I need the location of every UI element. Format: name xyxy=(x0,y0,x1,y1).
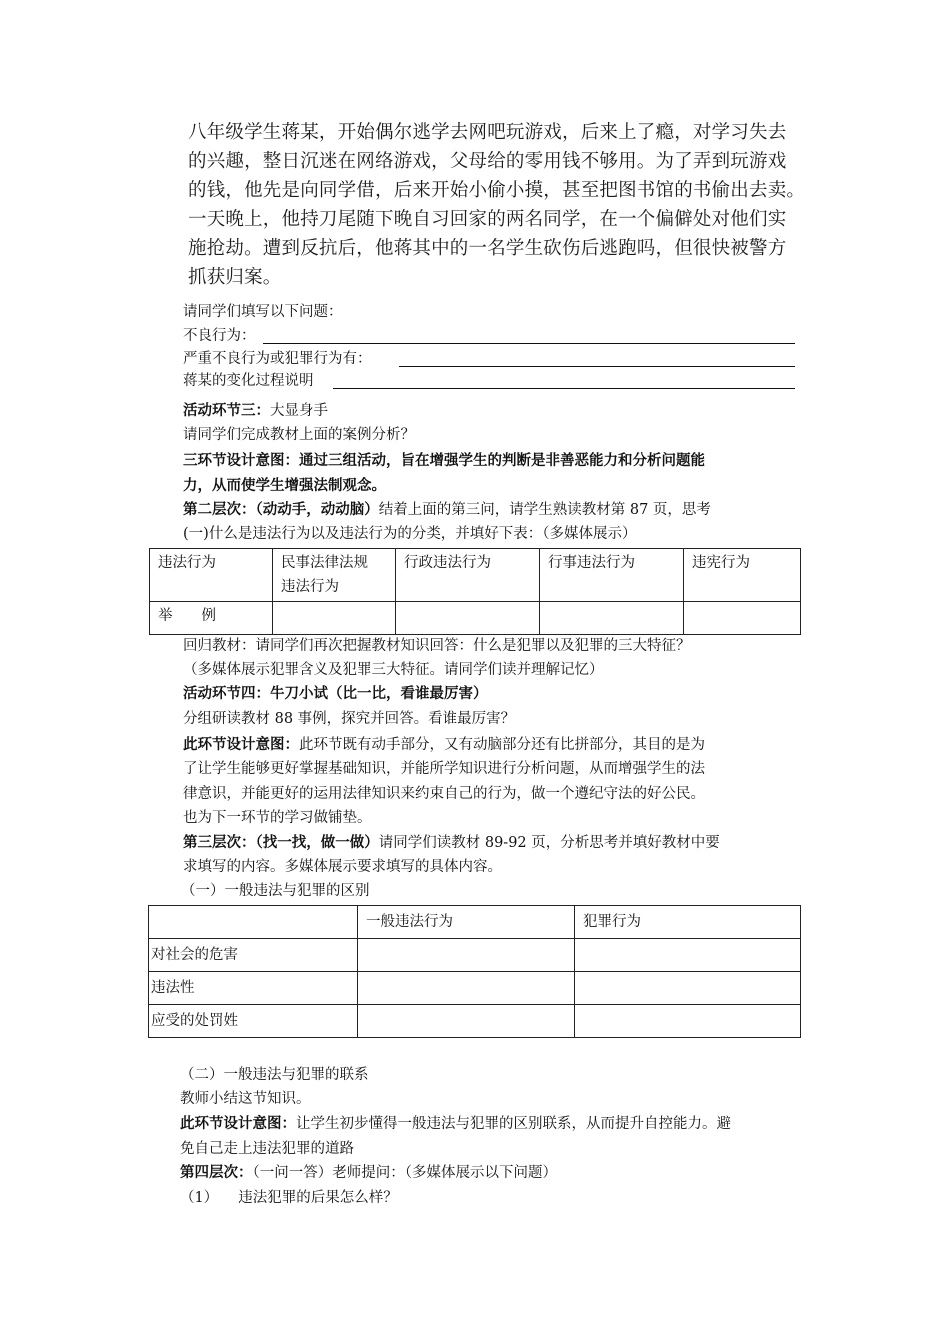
violation-types-table xyxy=(149,548,801,635)
activity3-line xyxy=(183,401,328,421)
activity3-intent: 三环节设计意图：通过三组活动，旨在增强学生的判断是非善恶能力和分析问题能 xyxy=(183,452,705,469)
question-serious-behavior xyxy=(183,349,803,369)
level2-line xyxy=(183,500,711,520)
question-label: 严重不良行为或犯罪行为有： xyxy=(183,351,372,367)
activity3-instruction: 请同学们完成教材上面的案例分析？ xyxy=(183,427,415,443)
teacher-summary: 教师小结这节知识。 xyxy=(180,1091,311,1107)
level3-heading: 第三层次：（找一找，做一做） xyxy=(183,834,379,851)
level4-heading: 第四层次： xyxy=(180,1164,253,1181)
activity4-intent xyxy=(183,735,705,755)
table-header-cell: 行政违法行为 xyxy=(396,549,540,602)
question-label: 不良行为： xyxy=(183,328,256,344)
intent-label: 此环节设计意图： xyxy=(180,1115,296,1132)
case-story xyxy=(188,118,808,292)
level4-question xyxy=(180,1188,398,1208)
header-line: 民事法律法规 xyxy=(281,555,368,571)
level2-sub: (一)什么是违法行为以及违法行为的分类，并填好下表：（多媒体展示） xyxy=(183,526,637,542)
table-header-cell: 违宪行为 xyxy=(684,549,801,602)
tail-sub2: （二）一般违法与犯罪的联系 xyxy=(180,1067,369,1083)
level3-text-cont: 求填写的内容。多媒体展示要求填写的具体内容。 xyxy=(183,859,502,875)
row-label: 举 例 xyxy=(150,602,273,635)
violation-crime-table xyxy=(148,905,801,1038)
question-bad-behavior xyxy=(183,326,803,346)
row-label: 违法性 xyxy=(149,972,358,1005)
table-header-cell: 一般违法行为 xyxy=(358,906,575,939)
question-text: 违法犯罪的后果怎么样？ xyxy=(238,1190,398,1206)
question-number: （1） xyxy=(180,1190,219,1206)
review-line: （多媒体展示犯罪含义及犯罪三大特征。请同学们读并理解记忆） xyxy=(183,662,604,678)
level3-line xyxy=(183,833,720,853)
activity3-heading: 活动环节三： xyxy=(183,402,270,419)
table-row xyxy=(150,602,801,635)
level3-sub1: （一）一般违法与犯罪的区别 xyxy=(181,883,370,899)
row-label: 对社会的危害 xyxy=(149,939,358,972)
table-cell[interactable] xyxy=(358,939,575,972)
table-row xyxy=(150,549,801,602)
intent-text: 此环节既有动手部分，又有动脑部分还有比拼部分，其目的是为 xyxy=(299,737,705,753)
table-cell[interactable] xyxy=(396,602,540,635)
intent-text: 让学生初步懂得一般违法与犯罪的区别联系，从而提升自控能力。避 xyxy=(296,1116,731,1132)
answer-blank[interactable] xyxy=(333,388,795,389)
table-row xyxy=(149,939,801,972)
activity4-intent-cont: 了让学生能够更好掌握基础知识，并能所学知识进行分析问题，从而增强学生的法 xyxy=(183,761,705,777)
case-line: 抓获归案。 xyxy=(188,267,282,288)
table-cell[interactable] xyxy=(540,602,684,635)
activity4-instruction: 分组研读教材 88 事例，探究并回答。看谁最厉害？ xyxy=(183,711,516,727)
activity4-heading: 活动环节四：牛刀小试（比一比，看谁最厉害） xyxy=(183,685,488,702)
table-row xyxy=(149,906,801,939)
table-row xyxy=(149,972,801,1005)
table-cell[interactable] xyxy=(358,1005,575,1038)
case-line: 一天晚上，他持刀尾随下晚自习回家的两名同学，在一个偏僻处对他们实 xyxy=(188,209,787,230)
level3-text: 请同学们读教材 89-92 页，分析思考并填好教材中要 xyxy=(378,835,720,851)
activity4-intent-cont: 也为下一环节的学习做铺垫。 xyxy=(183,810,372,826)
table-cell[interactable] xyxy=(575,1005,801,1038)
table-header-cell: 犯罪行为 xyxy=(575,906,801,939)
level2-text: 结着上面的第三问，请学生熟读教材第 87 页，思考 xyxy=(378,502,711,518)
table-row xyxy=(149,1005,801,1038)
table-header-cell xyxy=(273,549,396,602)
question-label: 蒋某的变化过程说明 xyxy=(183,373,314,389)
tail-intent-cont: 免自己走上违法犯罪的道路 xyxy=(180,1141,354,1157)
tail-intent xyxy=(180,1114,731,1134)
case-line: 八年级学生蒋某，开始偶尔逃学去网吧玩游戏，后来上了瘾，对学习失去 xyxy=(188,122,787,143)
level4-text: （一问一答）老师提问：（多媒体展示以下问题） xyxy=(252,1165,557,1181)
case-line: 施抢劫。遭到反抗后，他蒋其中的一名学生砍伤后逃跑吗，但很快被警方 xyxy=(188,238,787,259)
question-change-process xyxy=(183,371,803,391)
questions-intro: 请同学们填写以下问题： xyxy=(183,304,343,320)
table-cell[interactable] xyxy=(575,939,801,972)
row-label: 应受的处罚姓 xyxy=(149,1005,358,1038)
level2-heading: 第二层次：（动动手，动动脑） xyxy=(183,501,379,518)
answer-blank[interactable] xyxy=(399,366,795,367)
table-header-cell xyxy=(149,906,358,939)
table-header-cell: 行事违法行为 xyxy=(540,549,684,602)
level4-line xyxy=(180,1163,557,1183)
activity3-title: 大显身手 xyxy=(270,403,328,419)
intent-label: 此环节设计意图： xyxy=(183,736,299,753)
activity3-intent-cont: 力，从而使学生增强法制观念。 xyxy=(183,477,386,494)
header-line: 违法行为 xyxy=(281,579,339,595)
review-line: 回归教材：请同学们再次把握教材知识回答：什么是犯罪以及犯罪的三大特征？ xyxy=(183,638,691,654)
answer-blank[interactable] xyxy=(263,343,795,344)
case-line: 的兴趣，整日沉迷在网络游戏，父母给的零用钱不够用。为了弄到玩游戏 xyxy=(188,151,787,172)
table-header-cell: 违法行为 xyxy=(150,549,273,602)
table-cell[interactable] xyxy=(575,972,801,1005)
table-cell[interactable] xyxy=(684,602,801,635)
activity4-intent-cont: 律意识，并能更好的运用法律知识来约束自己的行为，做一个遵纪守法的好公民。 xyxy=(183,786,705,802)
table-cell[interactable] xyxy=(358,972,575,1005)
case-line: 的钱，他先是向同学借，后来开始小偷小摸，甚至把图书馆的书偷出去卖。 xyxy=(188,180,806,201)
table-cell[interactable] xyxy=(273,602,396,635)
